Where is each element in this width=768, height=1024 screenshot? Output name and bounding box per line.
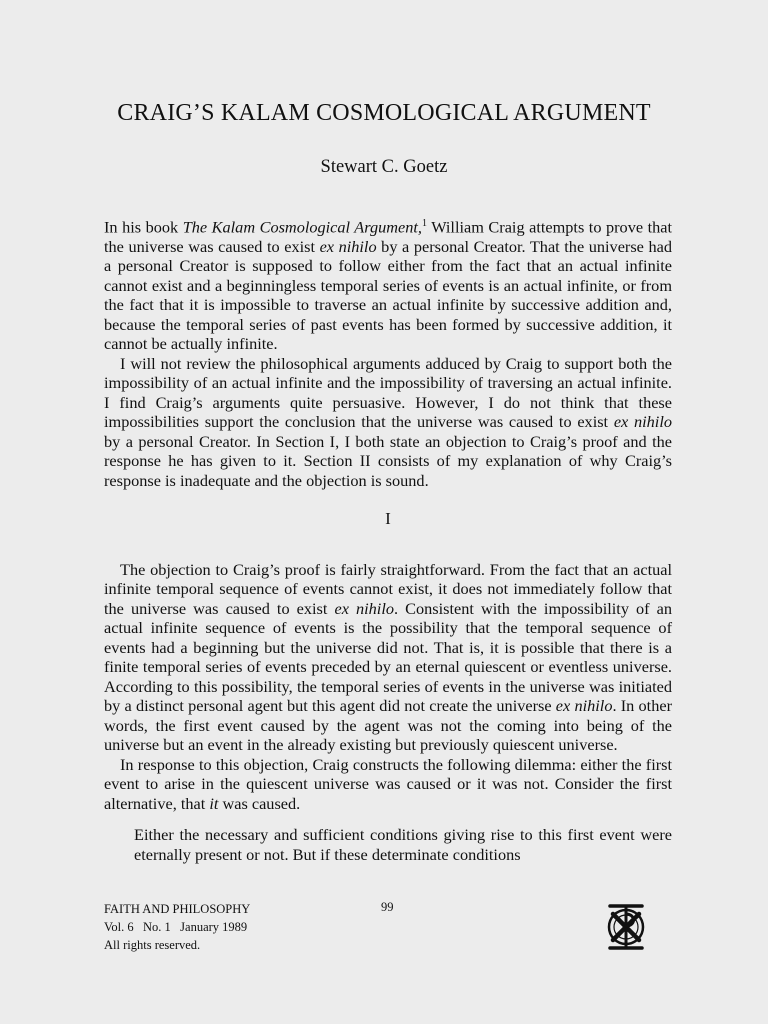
block-quote: Either the necessary and sufficient conditions giving rise to this first event were eternally present or not. But if these determinate conditions — [134, 825, 672, 864]
journal-footer — [104, 900, 250, 954]
article-author: Stewart C. Goetz — [320, 157, 448, 177]
paragraph-3-italic-b: ex nihilo — [555, 696, 613, 716]
paragraph-1-text-a: William Craig attempts to prove that the universe was caused to exist — [104, 217, 673, 256]
article-title: CRAIG’S KALAM COSMOLOGICAL ARGUMENT — [117, 100, 651, 126]
paragraph-3-text-b: . Consistent with the impossibility of an actual infinite sequence of events is the possibility that the temporal sequence of events had a beginning but the universe did not. That is, it is possible that there is a finite temporal series of events preceded by an eternal quiescent or eventless universe. According to this possibility, the temporal series of events in the universe was initiated by a distinct personal agent but this agent did not create the universe — [104, 598, 673, 716]
journal-name: FAITH AND PHILOSOPHY — [104, 902, 251, 916]
paragraph-1-prefix: In his book — [104, 217, 183, 237]
paragraph-3 — [104, 560, 672, 755]
paragraph-4 — [104, 755, 672, 814]
section-heading: I — [385, 509, 391, 529]
paragraph-1-text-b: by a personal Creator. That the universe had a personal Creator is supposed to follow either from the fact that an actual infinite cannot exist and a beginningless temporal series of events is an actual infinite, or from the fact that it is impossible to traverse an actual infinite by successive addition and, because the temporal series of past events has been formed by successive addition, it cannot be actually infinite. — [104, 236, 672, 354]
journal-volume: Vol. 6 No. 1 January 1989 — [104, 920, 248, 934]
article-body — [104, 214, 672, 864]
paragraph-3-text-a: The objection to Craig’s proof is fairly straightforward. From the fact that an actual infinite temporal sequence of events cannot exist, it does not immediately follow that the universe was caused to exist — [104, 559, 672, 618]
page-number: 99 — [381, 900, 394, 914]
paragraph-1 — [104, 214, 672, 354]
paragraph-2-text-b: by a personal Creator. In Section I, I both state an objection to Craig’s proof and the response he has given to it. Section II consists of my explanation of why Craig’s response is inadequate and the objection is sound. — [104, 431, 672, 490]
paragraph-4-italic-a: it — [209, 793, 219, 813]
journal-rights: All rights reserved. — [104, 938, 201, 952]
paragraph-2-italic-a: ex nihilo — [613, 412, 672, 432]
chi-rho-cross-monogram-icon — [592, 900, 660, 954]
paragraph-4-text-b: was caused. — [218, 793, 301, 813]
footnote-mark[interactable]: 1 — [421, 218, 427, 229]
paragraph-1-italic-a: ex nihilo — [319, 236, 377, 256]
paragraph-3-italic-a: ex nihilo — [334, 598, 394, 618]
paragraph-2 — [104, 354, 672, 491]
paragraph-4-text-a: In response to this objection, Craig constructs the following dilemma: either the first event to arise in the quiescent universe was caused or it was not. Consider the first alternative, that — [104, 754, 672, 813]
book-title: The Kalam Cosmological Argument, — [182, 217, 422, 237]
paragraph-3-text-c: . In other words, the first event caused by the agent was not the coming into being of the universe but an event in the already existing but previously quiescent universe. — [104, 696, 672, 755]
paragraph-2-text-a: I will not review the philosophical arguments adduced by Craig to support both the impossibility of an actual infinite and the impossibility of traversing an actual infinite. I find Craig’s arguments quite persuasive. However, I do not think that these impossibilities support the conclusion that the universe was caused to exist — [104, 353, 672, 432]
